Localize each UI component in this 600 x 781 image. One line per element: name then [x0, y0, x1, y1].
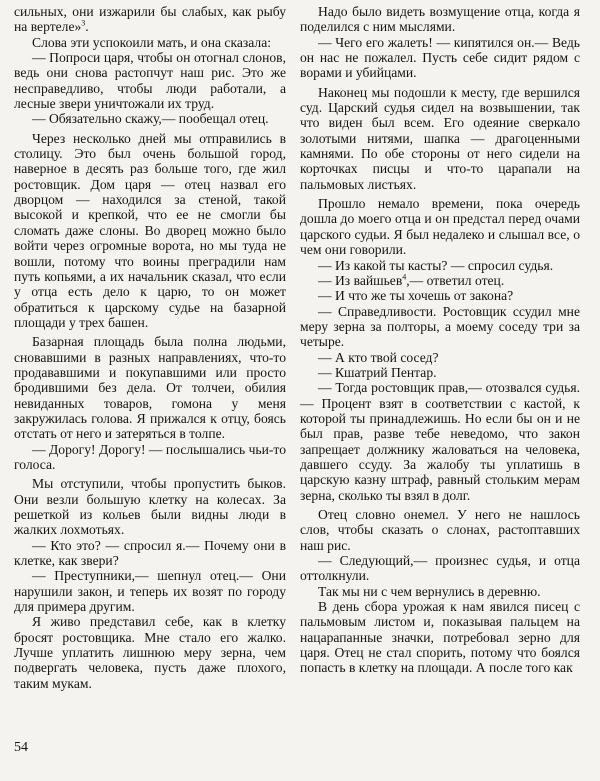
paragraph: Базарная площадь была полна людьми, сновавшими в разных направлениях, что-то продававшими и покупавшими или просто бродившими без дела. От толчеи, обилия невиданных товаров, гомона у меня закружилась голова. Я прижался к отцу, боясь отстать от него и затеряться в толпе.: [14, 334, 286, 442]
paragraph: сильных, они изжарили бы слабых, как рыбу на вертеле»$^3$.: [14, 4, 286, 35]
paragraph: Мы отступили, чтобы пропустить быков. Они везли большую клетку на колесах. За решеткой из кольев были видны люди в жалких лохмотьях.: [14, 476, 286, 538]
paragraph: — Кто это? — спросил я.— Почему они в клетке, как звери?: [14, 537, 286, 569]
right-text-column: [300, 4, 580, 676]
paragraph: — Справедливости. Ростовщик ссудил мне меру зерна за полторы, а моему соседу три за четыре.: [300, 303, 580, 350]
paragraph: Наконец мы подошли к месту, где вершился суд. Царский судья сидел на возвышении, так что виден был всем. Его одеяние сверкало золотыми нитями, шапка — драгоценными камнями. По обе стороны от него сидели на корточках писцы и что-то царапали на пальмовых листьях.: [300, 84, 580, 192]
paragraph: — Дорогу! Дорогу! — послышались чьи-то голоса.: [14, 441, 286, 472]
paragraph: — Преступники,— шепнул отец.— Они нарушили закон, и теперь их возят по городу для примера другим.: [14, 568, 286, 615]
paragraph: — Из какой ты касты? — спросил судья.: [318, 257, 554, 273]
paragraph: — Из вайшьев$^4$,— ответил отец.: [318, 272, 505, 288]
paragraph: — Попроси царя, чтобы он отогнал слонов, ведь они снова растопчут наш рис. Это же несправедливо, чтобы люди работали, а лесные звери уничтожали их труд.: [14, 50, 286, 112]
paragraph: — Тогда ростовщик прав,— отозвался судья.— Процент взят в соответствии с кастой, к которой ты принадлежишь. Но если бы он и не был прав, разве тебе неведомо, что закон запрещает должнику жаловаться на человека, давшего ссуду. За жалобу ты уплатишь в царскую казну штраф, равный стольким мерам зерна, сколько ты взял в долг.: [300, 380, 580, 503]
paragraph: Надо было видеть возмущение отца, когда я поделился с ним мыслями.: [300, 4, 580, 35]
paragraph: — Чего его жалеть! — кипятился он.— Ведь он нас не пожалел. Пусть себе сидит рядом с ворами и убийцами.: [300, 34, 580, 81]
paragraph: В день сбора урожая к нам явился писец с пальмовым листом и, показывая пальцем на нацарапанные значки, потребовал зерно для царя. Отец не стал спорить, потому что боялся попасть в клетку на площади. А после того как: [300, 599, 580, 676]
paragraph: Я живо представил себе, как в клетку бросят ростовщика. Мне стало его жалко. Лучше уплатить лишнюю меру зерна, чем подвергать человека, пусть даже плохого, таким мукам.: [14, 614, 286, 691]
left-text-column: [14, 4, 286, 691]
paragraph: Отец словно онемел. У него не нашлось слов, чтобы сказать о слонах, растоптавших наш рис.: [300, 507, 580, 553]
paragraph: — И что же ты хочешь от закона?: [318, 288, 514, 304]
paragraph: — А кто твой сосед?: [318, 349, 439, 365]
paragraph: — Следующий,— произнес судья, и отца оттолкнули.: [300, 553, 580, 584]
paragraph: Так мы ни с чем вернулись в деревню.: [318, 583, 541, 599]
page-number: 54: [14, 740, 28, 755]
paragraph: — Кшатрий Пентар.: [318, 364, 437, 380]
paragraph: Прошло немало времени, пока очередь дошла до моего отца и он предстал перед очами царского судьи. Я был недалеко и слышал все, о чем они говорили.: [300, 196, 580, 258]
paragraph: Через несколько дней мы отправились в столицу. Это был очень большой город, наверное в десять раз больше того, где жил ростовщик. Дом царя — отец назвал его дворцом — находился за стеной, такой высокой и крепкой, что ее не смогли бы сломать даже слоны. Во дворец можно было войти через огромные ворота, но мы туда не вошли, потому что воины преградили нам путь копьями, а их начальник сказал, что если у отца есть дело к царю, то он может обратиться к царскому судье на базарной площади у трех башен.: [14, 130, 286, 330]
paragraph: Слова эти успокоили мать, и она сказала:: [32, 34, 271, 50]
paragraph: — Обязательно скажу,— пообещал отец.: [32, 111, 269, 127]
